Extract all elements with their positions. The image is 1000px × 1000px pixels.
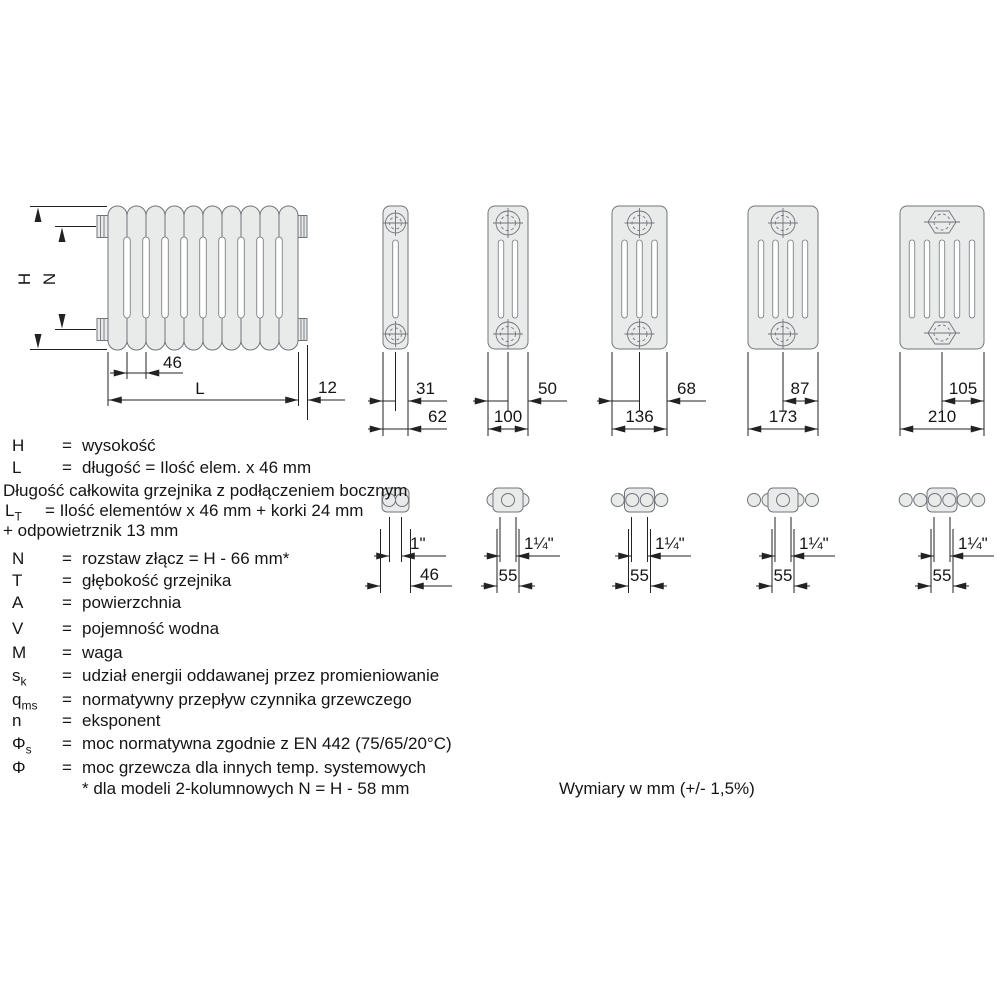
legend-row (0, 734, 560, 756)
cross-section-3-column (473, 206, 567, 436)
legend-text: normatywny przepływ czynnika grzewczego (82, 690, 412, 709)
legend-equals: = (62, 690, 72, 709)
legend-text: pojemność wodna (82, 619, 220, 638)
legend-row (0, 549, 560, 571)
top-view-5-column (748, 488, 836, 593)
legend-equals: = (62, 436, 72, 455)
dim-label-element-width-6col: 55 (932, 566, 952, 585)
legend-row (0, 458, 560, 480)
legend-symbol: V (12, 619, 24, 638)
dim-label-length: L (195, 379, 205, 398)
legend-text: + odpowietrznik 13 mm (3, 521, 179, 540)
dim-label-height: H (15, 272, 34, 286)
dim-label-half-depth-5col: 87 (790, 379, 810, 398)
cross-section-2-column (368, 206, 447, 436)
legend-symbol: L (12, 458, 22, 477)
dim-label-element-width-4col: 55 (630, 566, 649, 585)
legend-symbol: $L_T$ (5, 501, 22, 524)
legend-equals: = (62, 619, 72, 638)
top-view-4-column (611, 488, 691, 593)
pitch-dimension (110, 352, 183, 379)
dim-label-connection-6col: 1¼" (958, 534, 988, 553)
legend-text: udział energii oddawanej przez promieniowanie (82, 666, 440, 685)
legend-row (0, 711, 560, 733)
legend-row (0, 619, 560, 641)
cross-section-6-column (900, 206, 984, 436)
legend-row (0, 481, 560, 503)
dim-label-connection-3col: 1¼" (524, 534, 554, 553)
legend-symbol: N (12, 549, 25, 568)
legend-symbol: H (12, 436, 25, 455)
legend-equals: = (62, 758, 72, 777)
dim-label-element-width-3col: 55 (498, 566, 518, 585)
legend-row (0, 690, 560, 712)
dim-label-pitch: 46 (163, 353, 182, 372)
legend-text: głębokość grzejnika (82, 571, 232, 590)
dim-label-endcap: 12 (318, 378, 337, 397)
legend-text: Długość całkowita grzejnika z podłączeniem bocznym (3, 481, 408, 500)
legend-symbol: $s_k$ (12, 666, 27, 689)
legend-symbol: A (12, 593, 24, 612)
length-dimension (108, 352, 299, 406)
front-view-drawing (15, 206, 345, 420)
dim-label-depth-6col: 210 (927, 407, 957, 426)
dimensions-tolerance-note: Wymiary w mm (+/- 1,5%) (559, 779, 755, 798)
endcap-dimension (308, 345, 346, 420)
legend-symbol: M (12, 643, 27, 662)
legend-equals: = (62, 549, 72, 568)
legend-symbol: n (12, 711, 22, 730)
legend-text: moc normatywna zgodnie z EN 442 (75/65/20°C) (82, 734, 452, 753)
legend-row (0, 436, 560, 458)
legend-text: = Ilość elementów x 46 mm + korki 24 mm (45, 501, 364, 520)
legend-row (0, 666, 560, 688)
legend-text: waga (82, 643, 123, 662)
dim-label-connection-4col: 1¼" (655, 534, 685, 553)
cross-section-4-column (597, 206, 706, 436)
legend-equals: = (62, 571, 72, 590)
legend-row (0, 571, 560, 593)
legend-equals: = (62, 711, 72, 730)
dim-label-depth-3col: 100 (493, 407, 523, 426)
legend-row (0, 643, 560, 665)
legend-equals: = (62, 593, 72, 612)
dim-label-half-depth-4col: 68 (677, 379, 696, 398)
legend-symbol: T (12, 571, 23, 590)
legend-row (0, 521, 560, 543)
dim-label-half-depth-6col: 105 (948, 379, 978, 398)
dim-label-half-depth-3col: 50 (538, 379, 557, 398)
height-dimensions (15, 207, 107, 350)
cross-section-5-column (748, 206, 818, 436)
legend-symbol: $\Phi_s$ (12, 734, 32, 757)
legend-text: rozstaw złącz = H - 66 mm* (82, 549, 290, 568)
legend-equals: = (62, 734, 72, 753)
dim-label-depth-5col: 173 (768, 407, 798, 426)
dim-label-spacing: N (40, 272, 59, 286)
dim-label-depth-2col: 62 (428, 407, 447, 426)
dim-label-connection-2col: 1" (410, 534, 426, 553)
legend-symbol: $q_{ms}$ (12, 690, 38, 713)
legend-row (0, 593, 560, 615)
legend-equals: = (62, 643, 72, 662)
legend-row (0, 779, 560, 801)
legend-row (0, 758, 560, 780)
legend-text: długość = Ilość elem. x 46 mm (82, 458, 312, 477)
legend-text: wysokość (82, 436, 156, 455)
legend-text: moc grzewcza dla innych temp. systemowych (82, 758, 426, 777)
legend-equals: = (62, 458, 72, 477)
dim-label-half-depth-2col: 31 (416, 379, 435, 398)
top-view-6-column (899, 488, 994, 593)
legend-symbol: Φ (12, 758, 26, 777)
dim-label-depth-4col: 136 (625, 407, 654, 426)
legend-equals: = (62, 666, 72, 685)
legend-text: powierzchnia (82, 593, 182, 612)
dim-label-element-width-2col: 46 (420, 565, 439, 584)
dim-label-element-width-5col: 55 (773, 566, 793, 585)
dim-label-connection-5col: 1¼" (799, 534, 829, 553)
legend-footnote-text: * dla modeli 2-kolumnowych N = H - 58 mm (82, 779, 410, 798)
legend-text: eksponent (82, 711, 161, 730)
legend-row (0, 501, 560, 523)
radiator-elements (108, 206, 298, 350)
